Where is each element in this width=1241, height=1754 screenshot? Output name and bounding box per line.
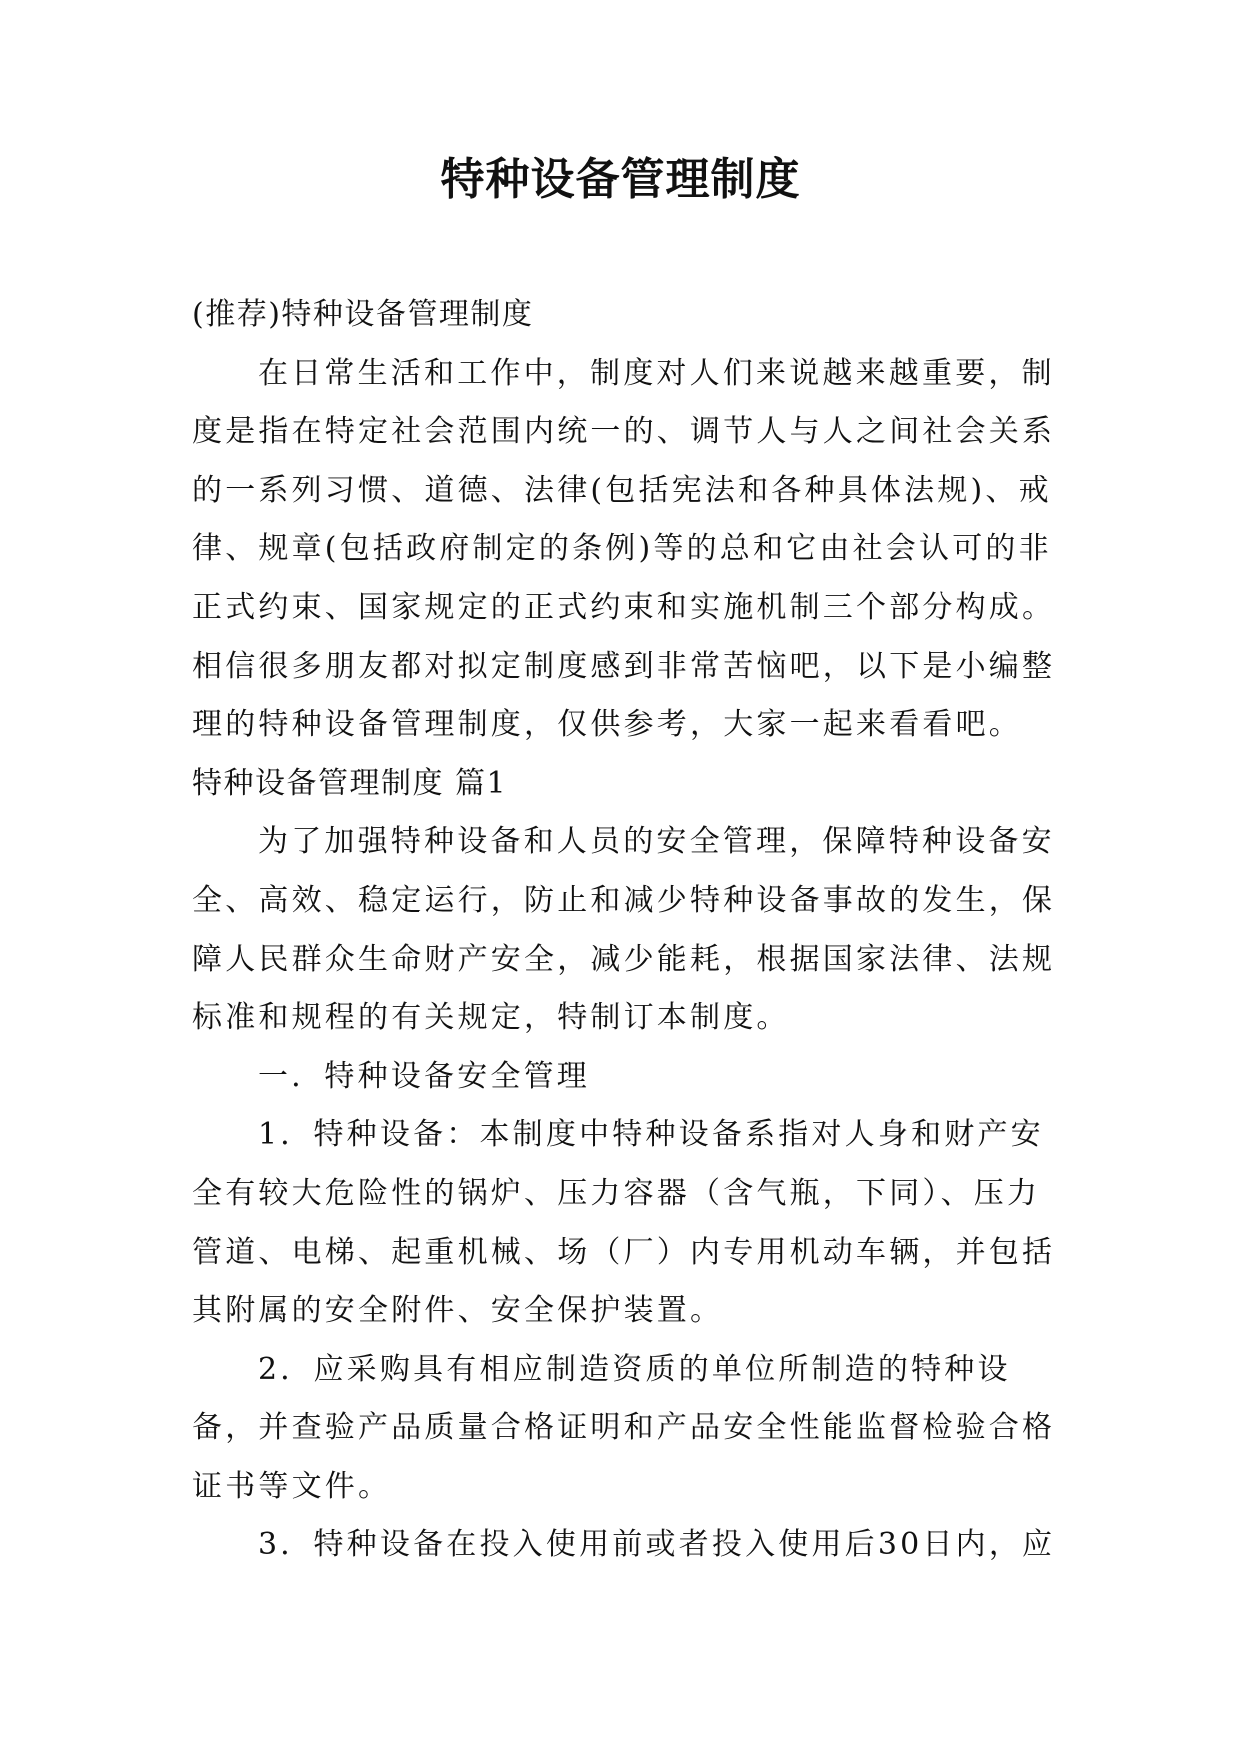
document-title: 特种设备管理制度	[440, 154, 801, 205]
purpose-paragraph: 为了加强特种设备和人员的安全管理，保障特种设备安全、高效、稳定运行，防止和减少特种设备事故的发生，保障人民群众生命财产安全，减少能耗，根据国家法律、法规标准和规程的有关规定，特制订本制度。	[192, 824, 1056, 1036]
document-subtitle: (推荐)特种设备管理制度	[192, 297, 534, 332]
item-3-paragraph: 3．特种设备在投入使用前或者投入使用后30日内，应	[258, 1527, 1056, 1563]
document-body	[192, 286, 1062, 1575]
intro-paragraph: 在日常生活和工作中，制度对人们来说越来越重要，制度是指在特定社会范围内统一的、调节人与人之间社会关系的一系列习惯、道德、法律(包括宪法和各种具体法规)、戒律、规章(包括政府制定的条例)等的总和它由社会认可的非正式约束、国家规定的正式约束和实施机制三个部分构成。相信很多朋友都对拟定制度感到非常苦恼吧，以下是小编整理的特种设备管理制度，仅供参考，大家一起来看看吧。	[192, 355, 1056, 743]
part-one-heading: 一．特种设备安全管理	[258, 1058, 590, 1094]
section-heading: 特种设备管理制度 篇1	[192, 765, 508, 801]
item-2-paragraph: 2．应采购具有相应制造资质的单位所制造的特种设备，并查验产品质量合格证明和产品安全性能监督检验合格证书等文件。	[192, 1351, 1056, 1504]
item-1-paragraph: 1．特种设备：本制度中特种设备系指对人身和财产安全有较大危险性的锅炉、压力容器（含气瓶，下同）、压力管道、电梯、起重机械、场（厂）内专用机动车辆，并包括其附属的安全附件、安全保护装置。	[192, 1117, 1056, 1329]
